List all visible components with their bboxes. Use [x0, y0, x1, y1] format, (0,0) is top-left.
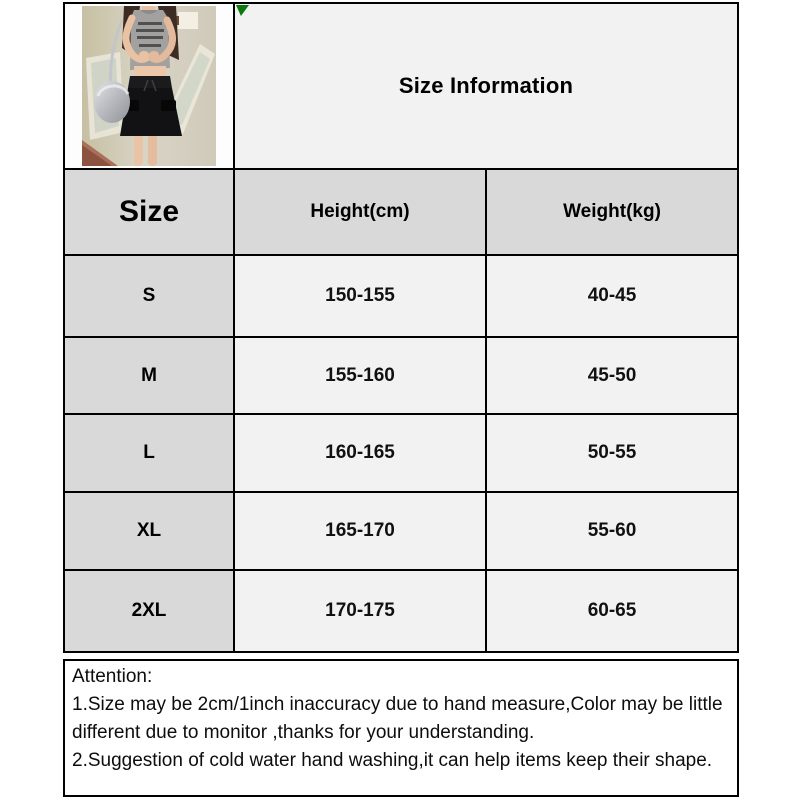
- product-photo-cell: [65, 4, 233, 168]
- size-table: [63, 2, 739, 653]
- row-l-height: 160-165: [235, 415, 485, 491]
- column-header-weight: Weight(kg): [487, 170, 737, 254]
- row-l-weight: 50-55: [487, 415, 737, 491]
- attention-note-2: 2.Suggestion of cold water hand washing,it can help items keep their shape.: [72, 750, 713, 771]
- row-xl-size: XL: [65, 493, 233, 569]
- row-2xl-height: 170-175: [235, 571, 485, 651]
- row-2xl-size: 2XL: [65, 571, 233, 651]
- green-corner-flag-icon: [236, 5, 249, 16]
- row-s-weight: 40-45: [487, 256, 737, 336]
- row-xl-weight: 55-60: [487, 493, 737, 569]
- product-photo: [82, 6, 216, 166]
- row-s-height: 150-155: [235, 256, 485, 336]
- row-2xl-weight: 60-65: [487, 571, 737, 651]
- attention-notes-box: [63, 659, 739, 797]
- size-information-title: Size Information: [398, 73, 574, 98]
- row-xl-height: 165-170: [235, 493, 485, 569]
- row-l-size: L: [65, 415, 233, 491]
- attention-heading: Attention:: [72, 666, 153, 687]
- size-information-header-cell: [235, 4, 737, 168]
- column-header-height: Height(cm): [235, 170, 485, 254]
- row-s-size: S: [65, 256, 233, 336]
- column-header-size: Size: [65, 170, 233, 254]
- row-m-size: M: [65, 338, 233, 413]
- attention-note-1: 1.Size may be 2cm/1inch inaccuracy due to hand measure,Color may be little different due to monitor ,thanks for your understanding.: [72, 694, 723, 743]
- row-m-weight: 45-50: [487, 338, 737, 413]
- row-m-height: 155-160: [235, 338, 485, 413]
